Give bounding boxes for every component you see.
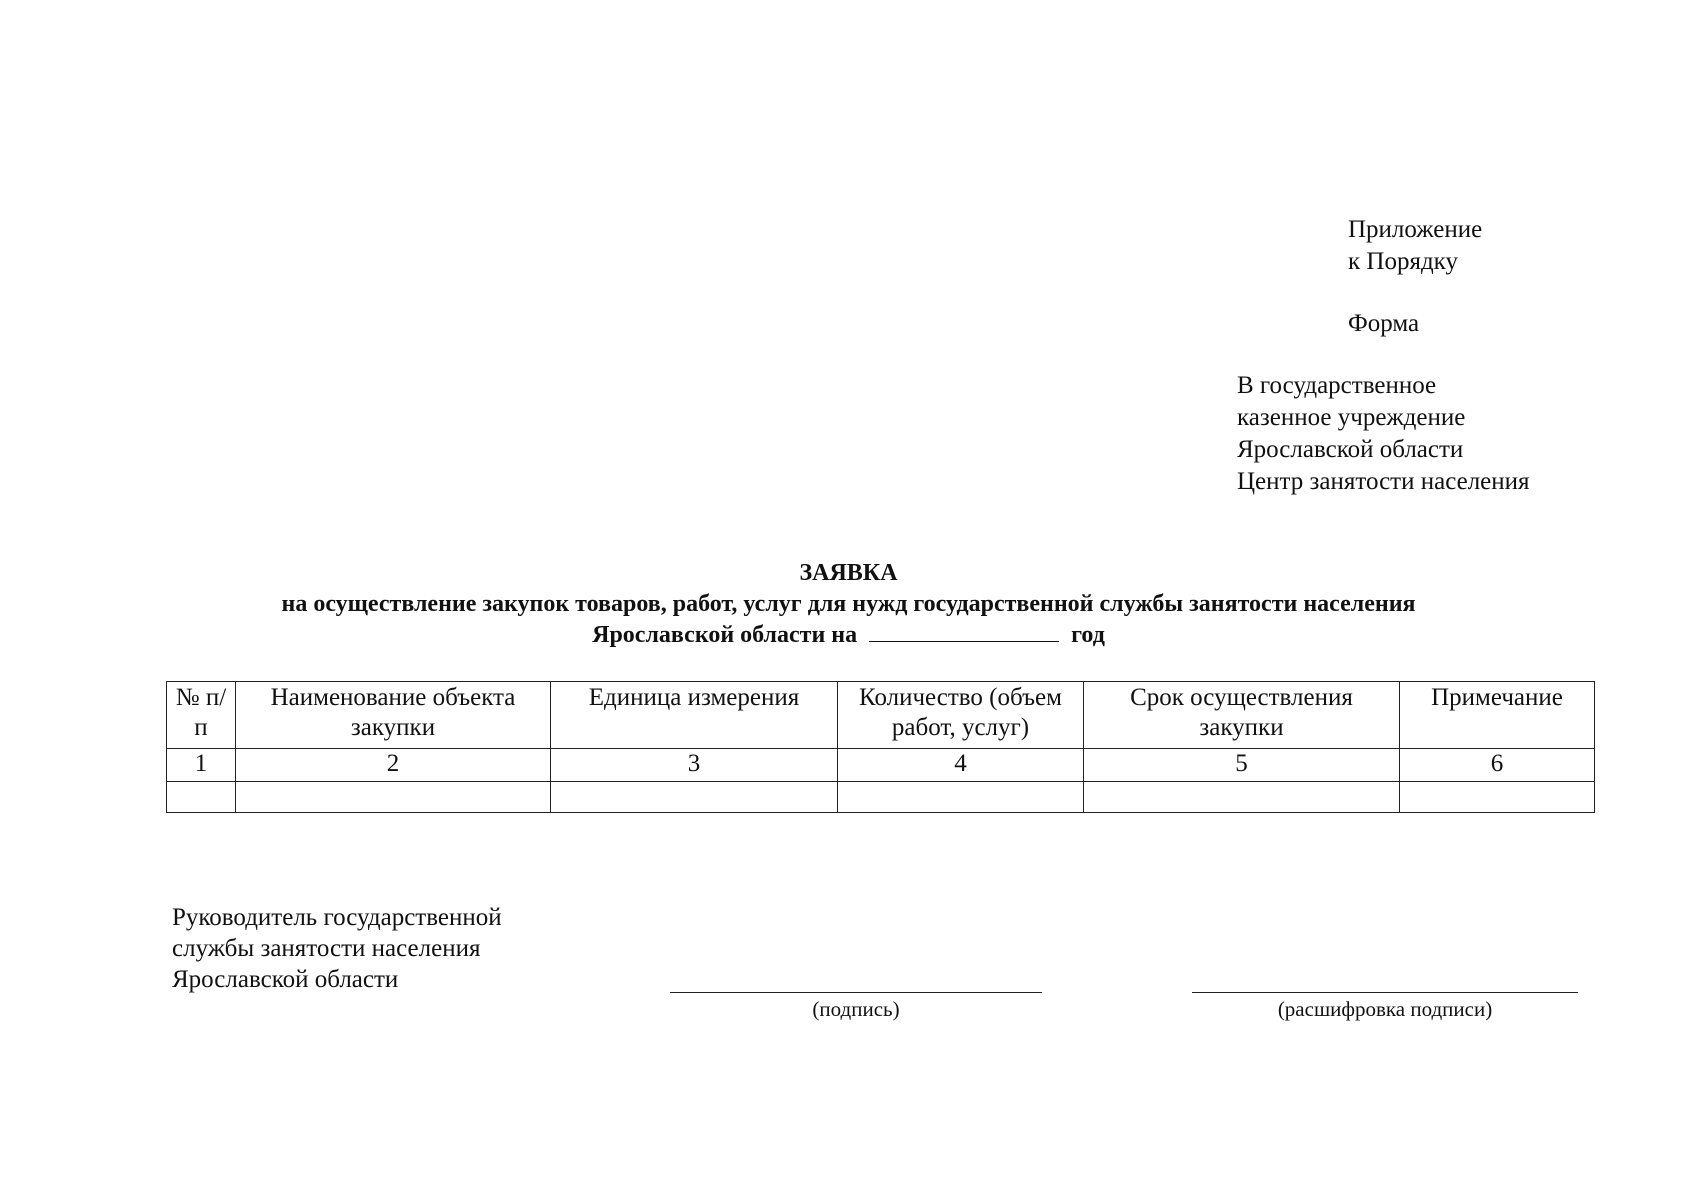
- header-number: № п/п: [167, 682, 236, 749]
- signer-line-2: службы занятости населения: [172, 935, 481, 962]
- appendix-note: [1348, 214, 1482, 340]
- table-cell: [551, 782, 838, 813]
- table-cell: [838, 782, 1084, 813]
- document-title: [0, 558, 1697, 651]
- column-number-3: 3: [551, 749, 838, 782]
- recipient-block: [1237, 370, 1530, 498]
- signature-caption: (подпись): [812, 997, 900, 1021]
- table-column-numbers-row: [167, 749, 1595, 782]
- column-number-5: 5: [1084, 749, 1400, 782]
- year-blank-field: [869, 621, 1059, 642]
- table-cell: [1400, 782, 1595, 813]
- title-subheading: на осуществление закупок товаров, работ, услуг для нужд государственной службы занятости населения: [281, 591, 1416, 617]
- table-header-row: [167, 682, 1595, 749]
- table-cell: [167, 782, 236, 813]
- table-row: [167, 782, 1595, 813]
- form-label: Форма: [1348, 310, 1420, 337]
- request-table: [166, 681, 1595, 813]
- signature-decode-caption: (расшифровка подписи): [1277, 997, 1493, 1021]
- recipient-line-4: Центр занятости населения: [1237, 468, 1530, 495]
- signer-line-3: Ярославской области: [172, 966, 399, 993]
- recipient-line-2: казенное учреждение: [1237, 404, 1466, 431]
- signer-block: [172, 902, 502, 995]
- signer-line-1: Руководитель государственной: [172, 904, 502, 931]
- header-quantity: Количество (объем работ, услуг): [838, 682, 1084, 749]
- column-number-4: 4: [838, 749, 1084, 782]
- header-period: Срок осуществления закупки: [1084, 682, 1400, 749]
- table-cell: [1084, 782, 1400, 813]
- title-heading: ЗАЯВКА: [799, 560, 898, 586]
- column-number-6: 6: [1400, 749, 1595, 782]
- column-number-2: 2: [236, 749, 551, 782]
- appendix-line-1: Приложение: [1348, 216, 1483, 243]
- recipient-line-1: В государственное: [1237, 372, 1437, 399]
- header-unit: Единица измерения: [551, 682, 838, 749]
- recipient-line-3: Ярославской области: [1237, 436, 1464, 463]
- table-cell: [236, 782, 551, 813]
- header-note: Примечание: [1400, 682, 1595, 749]
- signature-decode-line: [1192, 992, 1578, 993]
- title-year-suffix: год: [1071, 622, 1105, 648]
- title-year-prefix: Ярославской области на: [592, 622, 858, 648]
- signature-line: [670, 992, 1042, 993]
- header-object-name: Наименование объекта закупки: [236, 682, 551, 749]
- column-number-1: 1: [167, 749, 236, 782]
- title-year-line: [0, 620, 1697, 651]
- appendix-line-2: к Порядку: [1348, 248, 1458, 275]
